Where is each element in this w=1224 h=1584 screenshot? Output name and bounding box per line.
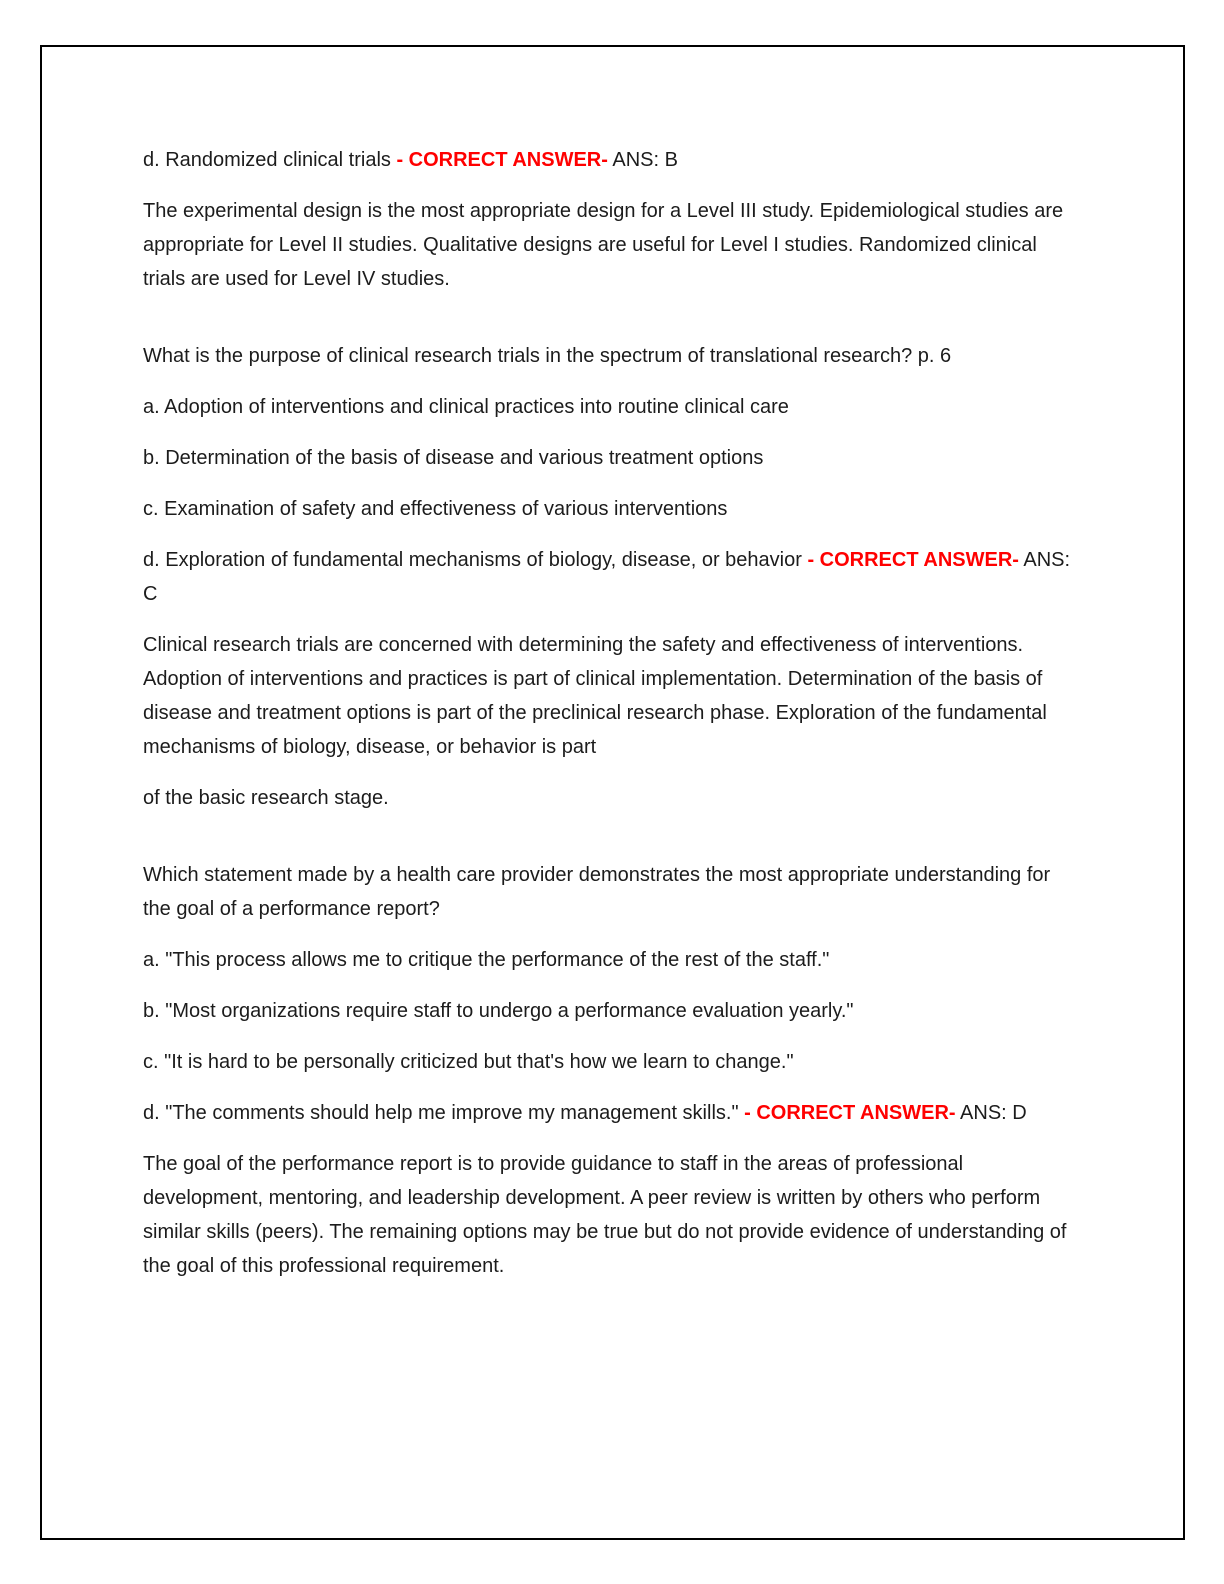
option-d-answer-line bbox=[143, 543, 1081, 611]
text-run: ANS: B bbox=[607, 149, 678, 171]
option-b bbox=[143, 441, 1081, 475]
text-run: of the basic research stage. bbox=[143, 787, 389, 809]
text-run: The experimental design is the most appropriate design for a Level III study. Epidemiological studies are appropriate for Level II studies. Qualitative designs are useful for Level I studies. Randomized clinical trials are used for Level IV studies. bbox=[143, 200, 1064, 290]
text-run: What is the purpose of clinical research trials in the spectrum of translational research? p. 6 bbox=[143, 345, 952, 367]
correct-answer-label: - CORRECT ANSWER- bbox=[807, 549, 1019, 571]
option-a bbox=[143, 390, 1081, 424]
explanation-paragraph bbox=[143, 194, 1081, 296]
option-c bbox=[143, 1045, 1081, 1079]
question-text bbox=[143, 339, 1081, 373]
correct-answer-label: - CORRECT ANSWER- bbox=[396, 149, 608, 171]
text-run: c. Examination of safety and effectiveness of various interventions bbox=[143, 498, 728, 520]
explanation-paragraph-continued bbox=[143, 781, 1081, 815]
text-run: ANS: D bbox=[955, 1102, 1027, 1124]
text-run: a. "This process allows me to critique the performance of the rest of the staff." bbox=[143, 949, 830, 971]
text-run: b. Determination of the basis of disease and various treatment options bbox=[143, 447, 764, 469]
option-c bbox=[143, 492, 1081, 526]
explanation-paragraph bbox=[143, 1147, 1081, 1283]
text-run: d. Randomized clinical trials bbox=[143, 149, 397, 171]
explanation-paragraph bbox=[143, 628, 1081, 764]
text-run: a. Adoption of interventions and clinical practices into routine clinical care bbox=[143, 396, 789, 418]
text-run: The goal of the performance report is to provide guidance to staff in the areas of professional development, mentoring, and leadership development. A peer review is written by others who perform similar skills (peers). The remaining options may be true but do not provide evidence of understanding of the goal of this professional requirement. bbox=[143, 1153, 1067, 1277]
text-run: b. "Most organizations require staff to undergo a performance evaluation yearly." bbox=[143, 1000, 854, 1022]
text-run: d. "The comments should help me improve my management skills." bbox=[143, 1102, 745, 1124]
question-text bbox=[143, 858, 1081, 926]
page-border bbox=[40, 45, 1185, 1540]
document-content bbox=[143, 143, 1081, 1498]
option-d-answer-line bbox=[143, 1096, 1081, 1130]
answer-line bbox=[143, 143, 1081, 177]
text-run: c. "It is hard to be personally criticized but that's how we learn to change." bbox=[143, 1051, 794, 1073]
option-a bbox=[143, 943, 1081, 977]
text-run: ANS: C bbox=[143, 549, 1071, 605]
correct-answer-label: - CORRECT ANSWER- bbox=[744, 1102, 956, 1124]
text-run: Which statement made by a health care provider demonstrates the most appropriate understanding for the goal of a performance report? bbox=[143, 864, 1051, 920]
option-b bbox=[143, 994, 1081, 1028]
text-run: Clinical research trials are concerned with determining the safety and effectiveness of interventions. Adoption of interventions and practices is part of clinical implementation. Determination of the basis of disease and treatment options is part of the preclinical research phase. Exploration of the fundamental mechanisms of biology, disease, or behavior is part bbox=[143, 634, 1047, 758]
text-run: d. Exploration of fundamental mechanisms of biology, disease, or behavior bbox=[143, 549, 808, 571]
